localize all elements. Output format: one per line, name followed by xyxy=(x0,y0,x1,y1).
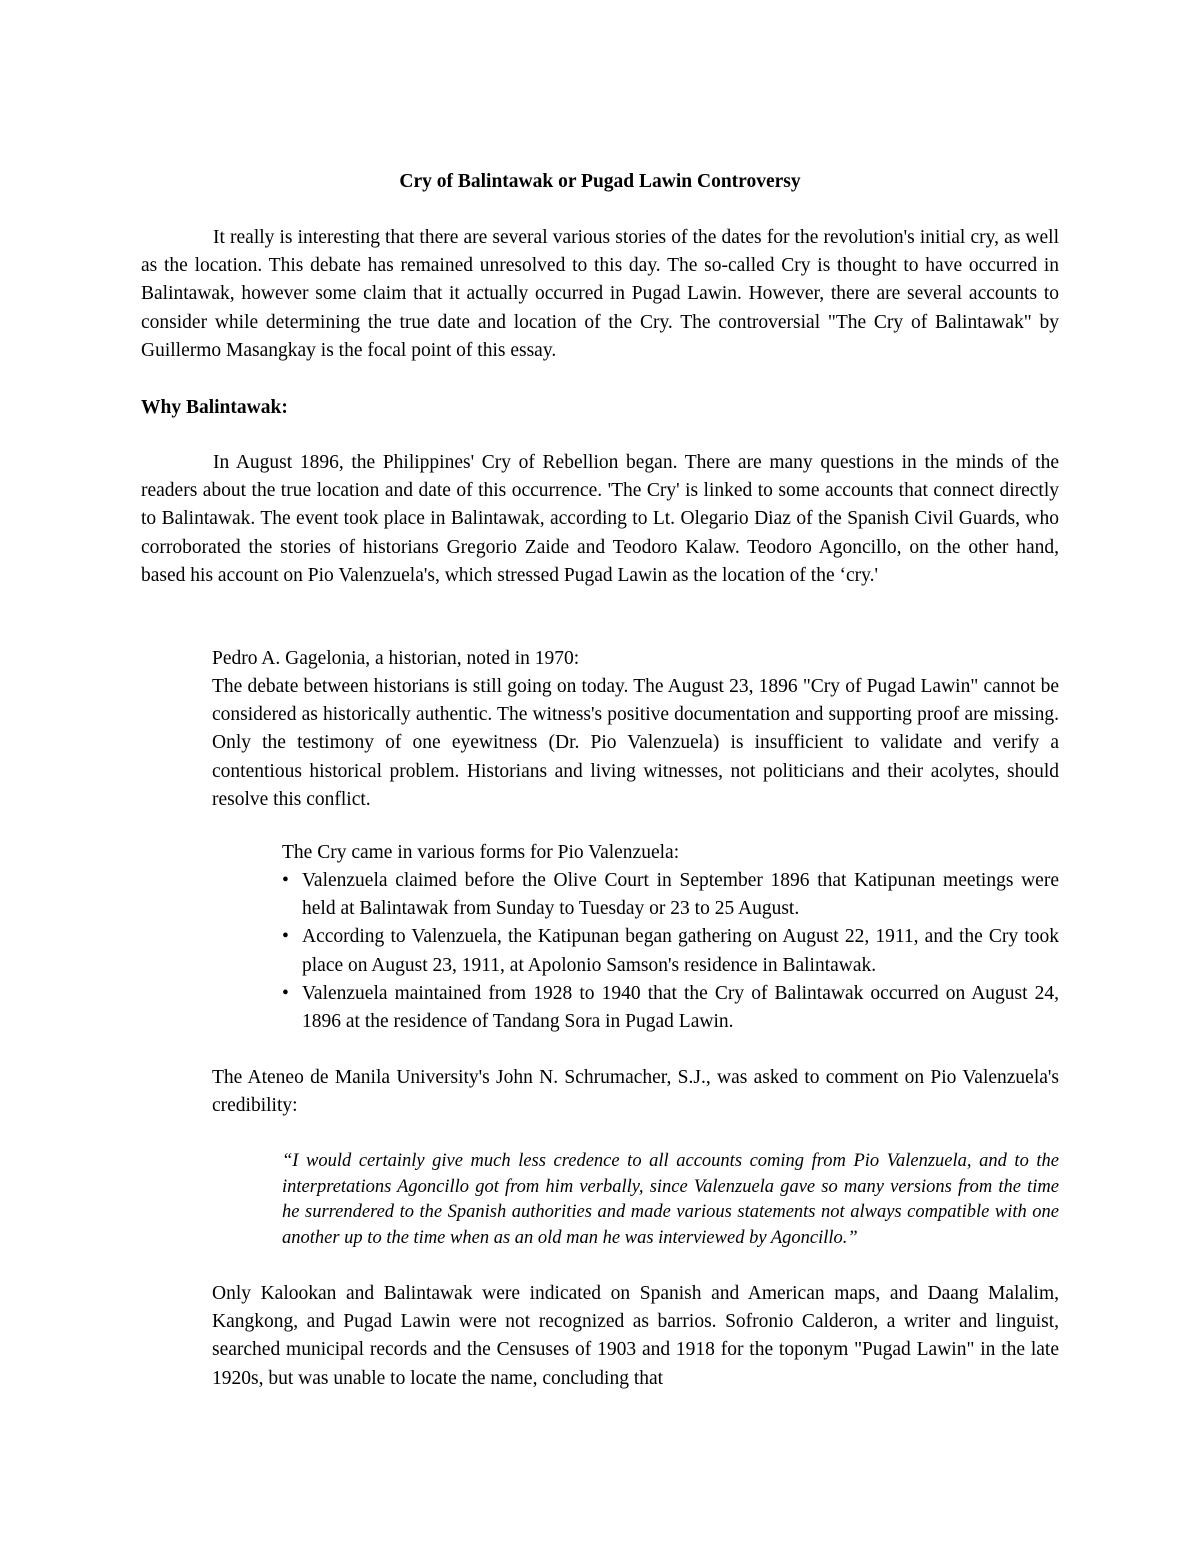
list-item-text: Valenzuela maintained from 1928 to 1940 that the Cry of Balintawak occurred on August 24, 1896 at the residence of Tandang Sora in Pugad Lawin. xyxy=(302,982,1059,1033)
list-item xyxy=(282,923,1059,979)
bullet-icon: • xyxy=(282,982,289,1004)
closing-paragraph: Only Kalookan and Balintawak were indicated on Spanish and American maps, and Daang Malalim, Kangkong, and Pugad Lawin were not recognized as barrios. Sofronio Calderon, a writer and linguist, searched municipal records and the Censuses of 1903 and 1918 for the toponym "Pugad Lawin" in the late 1920s, but was unable to locate the name, concluding that xyxy=(212,1283,1059,1389)
list-item-text: According to Valenzuela, the Katipunan began gathering on August 22, 1911, and the Cry took place on August 23, 1911, at Apolonio Samson's residence in Balintawak. xyxy=(302,926,1059,976)
bullet-icon: • xyxy=(282,870,289,891)
balintawak-paragraph: In August 1896, the Philippines' Cry of Rebellion began. There are many questions in the minds of the readers about the true location and date of this occurrence. 'The Cry' is linked to some accounts that connect directly to Balintawak. The event took place in Balintawak, according to Lt. Olegario Diaz of the Spanish Civil Guards, who corroborated the stories of historians Gregorio Zaide and Teodoro Kalaw. Teodoro Agoncillo, on the other hand, based his account on Pio Valenzuela's, which stressed Pugad Lawin as the location of the ‘cry.' xyxy=(141,452,1059,586)
bullet-icon: • xyxy=(282,926,289,948)
document-title: Cry of Balintawak or Pugad Lawin Controversy xyxy=(399,171,801,192)
gagelonia-intro: Pedro A. Gagelonia, a historian, noted in 1970: xyxy=(212,648,580,669)
schumacher-quote: “I would certainly give much less credence to all accounts coming from Pio Valenzuela, and to the interpretations Agoncillo got from him verbally, since Valenzuela gave so many versions from the time he surrendered to the Spanish authorities and made various statements not always compatible with one another up to the time when as an old man he was interviewed by Agoncillo.” xyxy=(282,1151,1059,1248)
gagelonia-quote: The debate between historians is still going on today. The August 23, 1896 "Cry of Pugad Lawin" cannot be considered as historically authentic. The witness's positive documentation and supporting proof are missing. Only the testimony of one eyewitness (Dr. Pio Valenzuela) is insufficient to validate and verify a contentious historical problem. Historians and living witnesses, not politicians and their acolytes, should resolve this conflict. xyxy=(212,676,1059,810)
list-item xyxy=(282,867,1059,923)
valenzuela-versions-list xyxy=(282,867,1059,1036)
section-heading: Why Balintawak: xyxy=(141,397,288,418)
valenzuela-intro: The Cry came in various forms for Pio Valenzuela: xyxy=(282,842,680,863)
list-item xyxy=(282,980,1059,1036)
ateneo-paragraph: The Ateneo de Manila University's John N. Schrumacher, S.J., was asked to comment on Pio Valenzuela's credibility: xyxy=(212,1067,1059,1117)
intro-paragraph: It really is interesting that there are several various stories of the dates for the revolution's initial cry, as well as the location. This debate has remained unresolved to this day. The so-called Cry is thought to have occurred in Balintawak, however some claim that it actually occurred in Pugad Lawin. However, there are several accounts to consider while determining the true date and location of the Cry. The controversial "The Cry of Balintawak" by Guillermo Masangkay is the focal point of this essay. xyxy=(141,227,1059,361)
list-item-text: Valenzuela claimed before the Olive Court in September 1896 that Katipunan meetings were held at Balintawak from Sunday to Tuesday or 23 to 25 August. xyxy=(302,870,1059,920)
